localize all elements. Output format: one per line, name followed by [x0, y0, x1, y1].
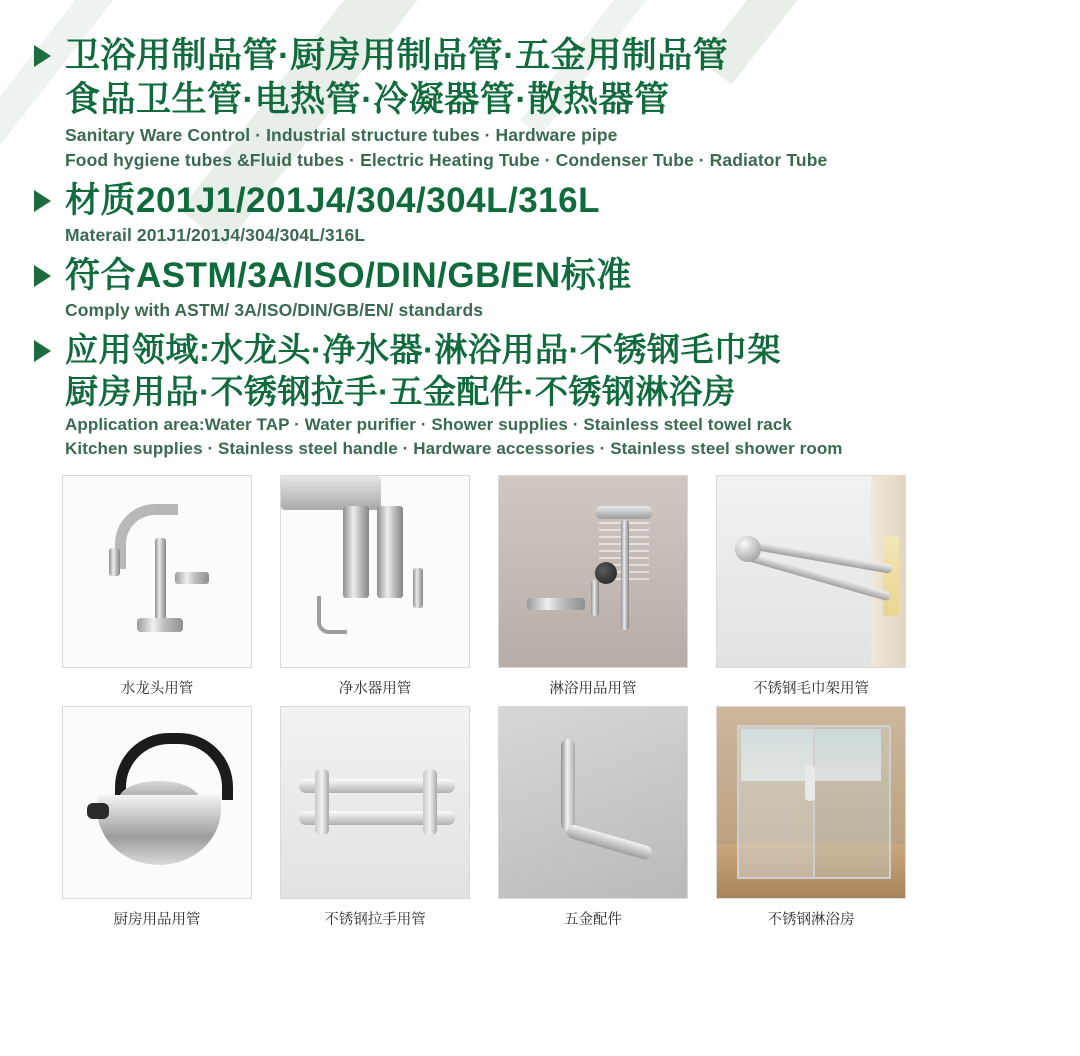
spec-section-products [34, 34, 1040, 173]
faucet-handle-shape [175, 572, 209, 584]
pull-handle-photo [280, 706, 470, 899]
section-subheading-en: Sanitary Ware Control · Industrial structure tubes · Hardware pipe [65, 124, 618, 145]
shower-valve-shape [527, 598, 585, 610]
gallery-item-kettle [62, 706, 252, 929]
triangle-bullet-icon [34, 265, 51, 287]
faucet-base-shape [137, 618, 183, 632]
bent-pipe-photo [498, 706, 688, 899]
glass-panel-left [737, 725, 815, 879]
kettle-photo [62, 706, 252, 899]
kettle-spout-shape [87, 803, 109, 819]
towel-rack-photo [716, 475, 906, 668]
triangle-bullet-icon [34, 190, 51, 212]
faucet-arc-shape [115, 504, 178, 569]
triangle-bullet-icon [34, 340, 51, 362]
spec-section-standards [34, 254, 1040, 323]
gallery-caption: 不锈钢毛巾架用管 [753, 681, 869, 698]
water-purifier-photo [280, 475, 470, 668]
purifier-tap-shape [413, 568, 423, 608]
gallery-caption: 厨房用品用管 [113, 912, 201, 929]
gallery-row-1 [62, 475, 1040, 698]
faucet-spout-shape [109, 548, 120, 576]
application-subheading-en: Application area:Water TAP · Water purifier · Shower supplies · Stainless steel towel rack [65, 414, 792, 434]
spec-section-applications [34, 329, 1040, 461]
gallery-row-2 [62, 706, 1040, 929]
gallery-caption: 五金配件 [564, 912, 622, 929]
gallery-item-shower-set [498, 475, 688, 698]
application-heading-cn-2: 厨房用品·不锈钢拉手·五金配件·不锈钢淋浴房 [65, 373, 736, 411]
handle-end-left [315, 769, 329, 835]
purifier-base-shape [281, 476, 381, 510]
shower-rail-shape [621, 520, 629, 630]
spec-section-material [34, 179, 1040, 248]
standards-subheading-en: Comply with ASTM/ 3A/ISO/DIN/GB/EN/ standards [65, 300, 484, 321]
gallery-caption: 不锈钢拉手用管 [324, 912, 426, 929]
standards-heading-cn: 符合ASTM/3A/ISO/DIN/GB/EN标准 [65, 255, 632, 295]
material-subheading-en: Materail 201J1/201J4/304/304L/316L [65, 225, 366, 245]
gallery-item-pull-handle [280, 706, 470, 929]
faucet-photo [62, 475, 252, 668]
pipe-horizontal-shape [565, 823, 653, 861]
application-subheading-en-2: Kitchen supplies · Stainless steel handle · Hardware accessories · Stainless steel shower room [65, 439, 843, 459]
towel-rack-mount-shape [735, 536, 761, 562]
glass-panel-right [813, 725, 891, 879]
application-heading-cn: 应用领域:水龙头·净水器·淋浴用品·不锈钢毛巾架 [65, 331, 781, 369]
material-heading-cn: 材质201J1/201J4/304/304L/316L [65, 180, 600, 220]
kettle-body-shape [97, 795, 221, 865]
section-heading-cn-2: 食品卫生管·电热管·冷凝器管·散热器管 [65, 80, 670, 120]
gallery-item-faucet [62, 475, 252, 698]
purifier-cylinder-right [377, 506, 403, 598]
gallery-caption: 不锈钢淋浴房 [767, 912, 855, 929]
faucet-stem-shape [155, 538, 166, 623]
purifier-cylinder-left [343, 506, 369, 598]
purifier-hose-shape [317, 596, 347, 634]
section-heading-cn: 卫浴用制品管·厨房用制品管·五金用制品管 [65, 36, 729, 75]
section-subheading-en-2: Food hygiene tubes &Fluid tubes · Electric Heating Tube · Condenser Tube · Radiator Tube [65, 149, 828, 170]
towel-shape [883, 536, 899, 616]
shower-set-photo [498, 475, 688, 668]
triangle-bullet-icon [34, 45, 51, 67]
gallery-item-shower-room [716, 706, 906, 929]
handle-end-right [423, 769, 437, 835]
shower-room-photo [716, 706, 906, 899]
pipe-vertical-shape [561, 739, 575, 831]
gallery-caption: 淋浴用品用管 [549, 681, 637, 698]
gallery-item-towel-rack [716, 475, 906, 698]
gallery-item-bent-pipe [498, 706, 688, 929]
gallery-caption: 水龙头用管 [120, 681, 194, 698]
product-gallery [34, 475, 1040, 929]
door-handle-shape [805, 765, 815, 801]
gallery-item-water-purifier [280, 475, 470, 698]
gallery-caption: 净水器用管 [338, 681, 412, 698]
shower-head-shape [595, 506, 653, 519]
hand-shower-shape [591, 580, 599, 616]
